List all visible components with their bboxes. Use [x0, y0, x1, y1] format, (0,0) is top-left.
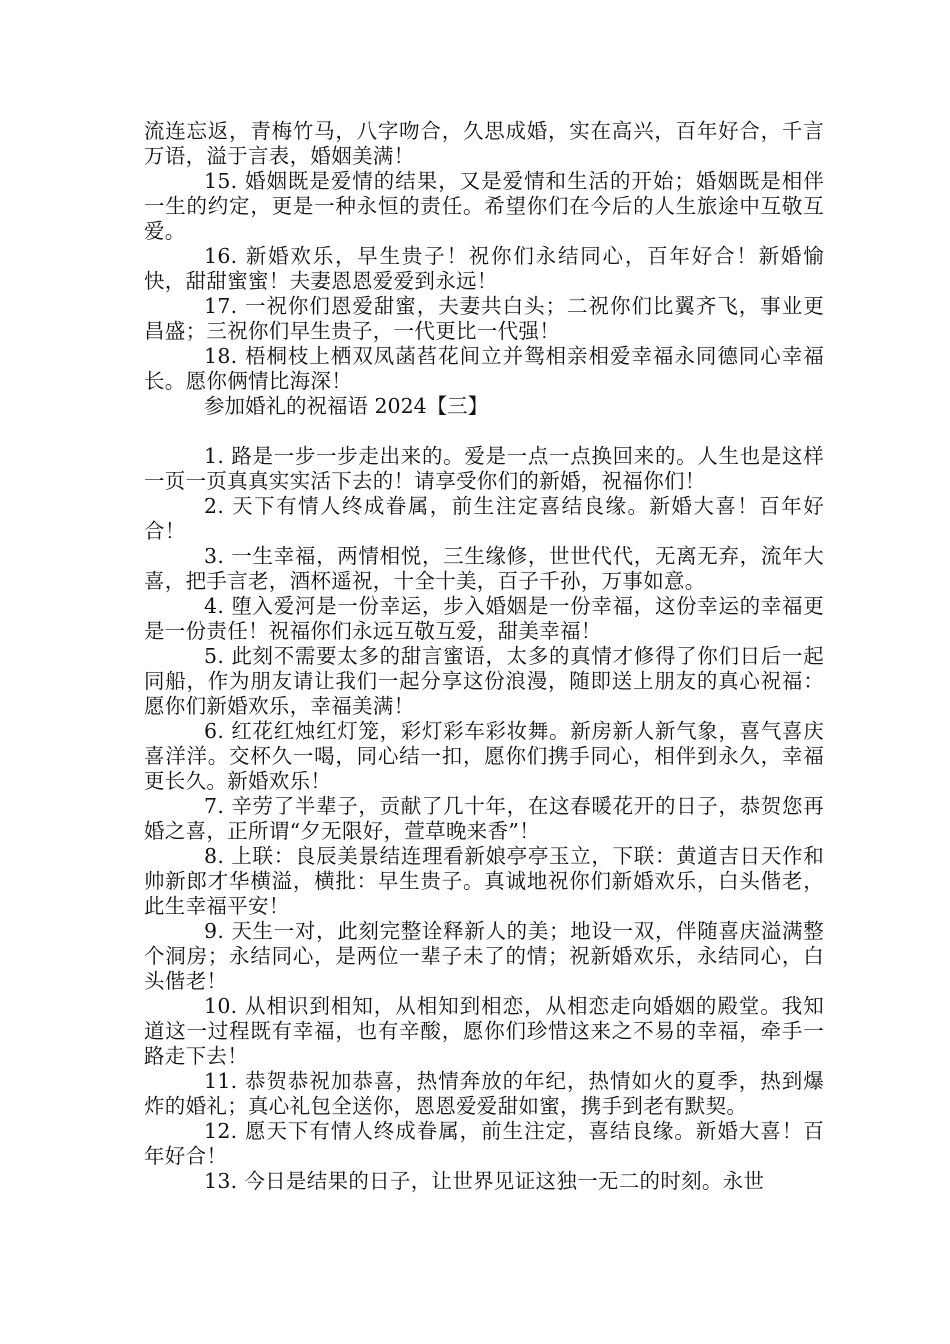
list-item: 15. 婚姻既是爱情的结果，又是爱情和生活的开始；婚姻既是相伴一生的约定，更是一种永恒的责任。希望你们在今后的人生旅途中互敬互爱。: [144, 169, 824, 243]
list-item: 17. 一祝你们恩爱甜蜜，夫妻共白头；二祝你们比翼齐飞，事业更昌盛；三祝你们早生贵子，一代更比一代强！: [144, 294, 824, 343]
section-heading: 参加婚礼的祝福语 2024【三】: [204, 394, 489, 418]
list-item: 3. 一生幸福，两情相悦，三生缘修，世世代代，无离无弃，流年大喜，把手言老，酒杯遥祝，十全十美，百子千孙，万事如意。: [144, 544, 824, 593]
list-item: 1. 路是一步一步走出来的。爱是一点一点换回来的。人生也是这样一页一页真真实实活下去的！请享受你们的新婚，祝福你们！: [144, 444, 824, 493]
list-item: 13. 今日是结果的日子，让世界见证这独一无二的时刻。永世: [204, 1169, 765, 1193]
list-item: 6. 红花红烛红灯笼，彩灯彩车彩妆舞。新房新人新气象，喜气喜庆喜洋洋。交杯久一喝，同心结一扣，愿你们携手同心，相伴到永久，幸福更长久。新婚欢乐！: [144, 719, 824, 793]
list-item: 16. 新婚欢乐，早生贵子！祝你们永结同心，百年好合！新婚愉快，甜甜蜜蜜！夫妻恩恩爱爱到永远！: [144, 244, 824, 293]
list-item: 12. 愿天下有情人终成眷属，前生注定，喜结良缘。新婚大喜！百年好合！: [144, 1119, 824, 1168]
list-item: 2. 天下有情人终成眷属，前生注定喜结良缘。新婚大喜！百年好合！: [144, 494, 824, 543]
document-page: [144, 119, 824, 1194]
list-item: 18. 梧桐枝上栖双凤菡萏花间立并鸳相亲相爱幸福永同德同心幸福长。愿你俩情比海深！: [144, 344, 824, 393]
blank-line: [144, 419, 824, 444]
list-item: 9. 天生一对，此刻完整诠释新人的美；地设一双，伴随喜庆溢满整个洞房；永结同心，是两位一辈子未了的情；祝新婚欢乐，永结同心，白头偕老！: [144, 919, 824, 993]
continuation-paragraph: 流连忘返，青梅竹马，八字吻合，久思成婚，实在高兴，百年好合，千言万语，溢于言表，婚姻美满！: [144, 119, 824, 168]
list-item: 11. 恭贺恭祝加恭喜，热情奔放的年纪，热情如火的夏季，热到爆炸的婚礼；真心礼包全送你，恩恩爱爱甜如蜜，携手到老有默契。: [144, 1069, 824, 1118]
list-item: 8. 上联：良辰美景结连理看新娘亭亭玉立，下联：黄道吉日天作和帅新郎才华横溢，横批：早生贵子。真诚地祝你们新婚欢乐，白头偕老，此生幸福平安！: [144, 844, 824, 918]
list-item: 5. 此刻不需要太多的甜言蜜语，太多的真情才修得了你们日后一起同船，作为朋友请让我们一起分享这份浪漫，随即送上朋友的真心祝福：愿你们新婚欢乐，幸福美满！: [144, 644, 824, 718]
list-item: 4. 堕入爱河是一份幸运，步入婚姻是一份幸福，这份幸运的幸福更是一份责任！祝福你们永远互敬互爱，甜美幸福！: [144, 594, 824, 643]
list-item: 10. 从相识到相知，从相知到相恋，从相恋走向婚姻的殿堂。我知道这一过程既有幸福，也有辛酸，愿你们珍惜这来之不易的幸福，牵手一路走下去！: [144, 994, 824, 1068]
list-item: 7. 辛劳了半辈子，贡献了几十年，在这春暖花开的日子，恭贺您再婚之喜，正所谓“夕无限好，萱草晚来香”！: [144, 794, 824, 843]
